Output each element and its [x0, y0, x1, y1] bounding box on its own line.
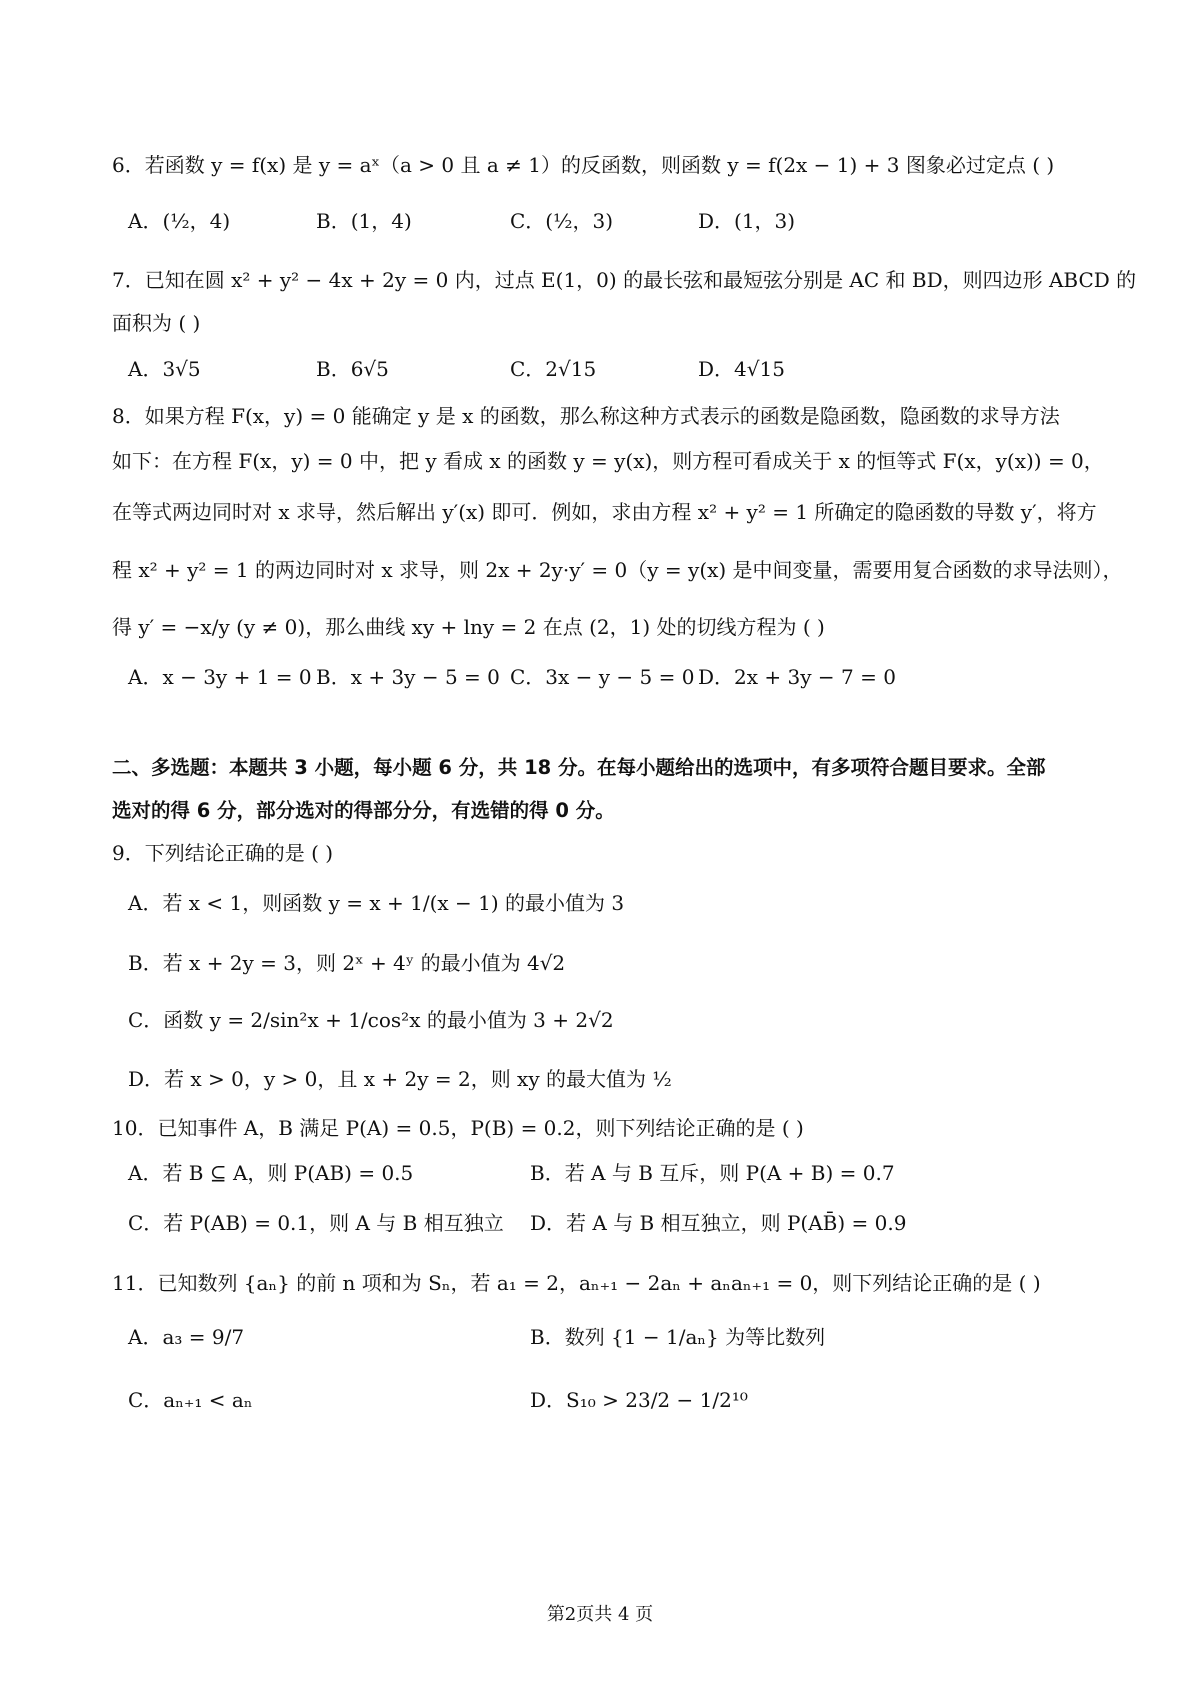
q6-stem: 6．若函数 y = f(x) 是 y = aˣ（a > 0 且 a ≠ 1）的反函数，则函数 y = f(2x − 1) + 3 图象必过定点 ( )	[112, 153, 1055, 177]
q10-option-d: D．若 A 与 B 相互独立，则 P(AB̄) = 0.9	[530, 1211, 907, 1235]
section-2-heading-line-1: 二、多选题：本题共 3 小题，每小题 6 分，共 18 分。在每小题给出的选项中，有多项符合题目要求。全部	[112, 756, 1046, 779]
q9-option-b: B．若 x + 2y = 3，则 2ˣ + 4ʸ 的最小值为 4√2	[128, 951, 566, 975]
page-footer: 第2页共 4 页	[546, 1604, 654, 1625]
q6-option-b: B．(1，4)	[316, 209, 412, 233]
q8-option-c: C．3x − y − 5 = 0	[510, 665, 695, 689]
q8-option-b: B．x + 3y − 5 = 0	[316, 665, 500, 689]
q7-stem-line-1: 7．已知在圆 x² + y² − 4x + 2y = 0 内，过点 E(1，0) 的最长弦和最短弦分别是 AC 和 BD，则四边形 ABCD 的	[112, 268, 1137, 292]
q10-option-c: C．若 P(AB) = 0.1，则 A 与 B 相互独立	[128, 1211, 504, 1235]
q6-option-c: C．(½，3)	[510, 209, 614, 233]
q7-option-a: A．3√5	[128, 357, 201, 381]
q10-stem: 10．已知事件 A，B 满足 P(A) = 0.5，P(B) = 0.2，则下列结论正确的是 ( )	[112, 1116, 804, 1140]
q7-stem-line-2: 面积为 ( )	[112, 311, 201, 335]
q8-option-a: A．x − 3y + 1 = 0	[128, 665, 312, 689]
q11-stem: 11．已知数列 {aₙ} 的前 n 项和为 Sₙ，若 a₁ = 2，aₙ₊₁ − 2aₙ + aₙaₙ₊₁ = 0，则下列结论正确的是 ( )	[112, 1271, 1041, 1295]
q8-line-3: 在等式两边同时对 x 求导，然后解出 y′(x) 即可．例如，求由方程 x² + y² = 1 所确定的隐函数的导数 y′，将方	[112, 500, 1097, 524]
q9-option-c: C．函数 y = 2/sin²x + 1/cos²x 的最小值为 3 + 2√2	[128, 1008, 614, 1032]
q9-option-d: D．若 x > 0，y > 0，且 x + 2y = 2，则 xy 的最大值为 ½	[128, 1067, 672, 1091]
q9-stem: 9．下列结论正确的是 ( )	[112, 841, 334, 865]
q8-line-5: 得 y′ = −x/y (y ≠ 0)，那么曲线 xy + lny = 2 在点 (2，1) 处的切线方程为 ( )	[112, 615, 825, 639]
q9-option-a: A．若 x < 1，则函数 y = x + 1/(x − 1) 的最小值为 3	[128, 891, 625, 915]
q8-line-4: 程 x² + y² = 1 的两边同时对 x 求导，则 2x + 2y·y′ = 0（y = y(x) 是中间变量，需要用复合函数的求导法则），	[112, 558, 1123, 582]
q11-option-c: C．aₙ₊₁ < aₙ	[128, 1388, 253, 1412]
q11-option-b: B．数列 {1 − 1/aₙ} 为等比数列	[530, 1325, 826, 1349]
q6-option-d: D．(1，3)	[698, 209, 796, 233]
section-2-heading-line-2: 选对的得 6 分，部分选对的得部分分，有选错的得 0 分。	[112, 799, 615, 822]
q7-option-c: C．2√15	[510, 357, 597, 381]
q10-option-a: A．若 B ⊆ A，则 P(AB) = 0.5	[128, 1161, 414, 1185]
q10-option-b: B．若 A 与 B 互斥，则 P(A + B) = 0.7	[530, 1161, 895, 1185]
q11-option-d: D．S₁₀ > 23/2 − 1/2¹⁰	[530, 1388, 748, 1412]
q8-line-1: 8．如果方程 F(x，y) = 0 能确定 y 是 x 的函数，那么称这种方式表示的函数是隐函数，隐函数的求导方法	[112, 404, 1060, 428]
q8-line-2: 如下：在方程 F(x，y) = 0 中，把 y 看成 x 的函数 y = y(x)，则方程可看成关于 x 的恒等式 F(x，y(x)) = 0，	[112, 449, 1104, 473]
q7-option-b: B．6√5	[316, 357, 389, 381]
q11-option-a: A．a₃ = 9/7	[128, 1325, 245, 1349]
q8-option-d: D．2x + 3y − 7 = 0	[698, 665, 896, 689]
q6-option-a: A．(½，4)	[128, 209, 231, 233]
q7-option-d: D．4√15	[698, 357, 785, 381]
